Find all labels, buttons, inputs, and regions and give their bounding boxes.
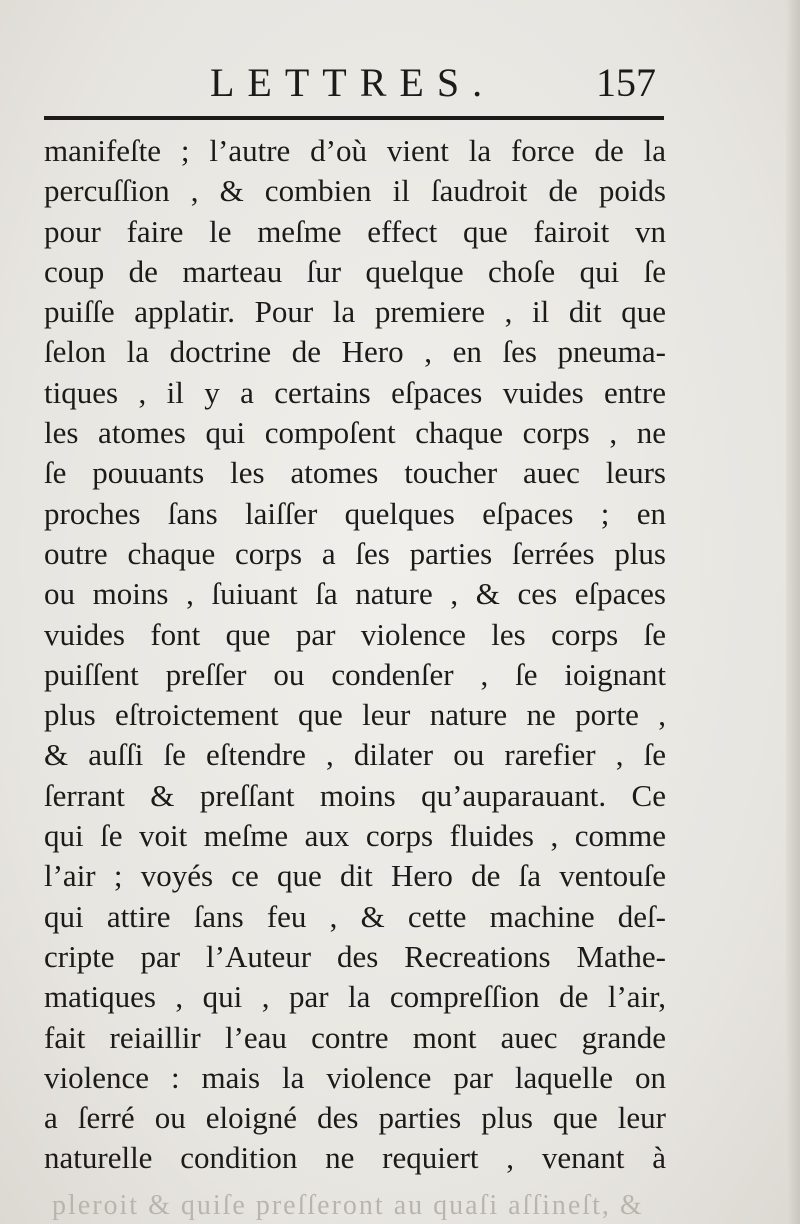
- text-line: pour faire le meſme effect que fairoit vn: [44, 213, 666, 249]
- text-line: ſelon la doctrine de Hero , en ſes pneuma-: [44, 334, 666, 370]
- text-line: qui attire ſans feu , & cette machine deſ-: [44, 898, 666, 934]
- text-line: coup de marteau ſur quelque choſe qui ſe: [44, 253, 666, 289]
- text-line: ſe pouuants les atomes toucher auec leurs: [44, 455, 666, 491]
- text-line: ou moins , ſuiuant ſa nature , & ces eſpaces: [44, 576, 666, 612]
- page-header: [44, 58, 660, 108]
- bleed-through-text: pleroit & quiſe preſſeront au quaſi aſſineſt, &: [52, 1190, 644, 1221]
- page-number: 157: [596, 60, 656, 105]
- running-title: LETTRES.: [210, 60, 496, 105]
- body-text: [44, 131, 666, 1179]
- text-line: les atomes qui compoſent chaque corps , ne: [44, 415, 666, 451]
- text-line: proches ſans laiſſer quelques eſpaces ; en: [44, 495, 666, 531]
- text-line: a ſerré ou eloigné des parties plus que leur: [44, 1100, 666, 1136]
- text-line: violence : mais la violence par laquelle on: [44, 1059, 666, 1095]
- text-line: & auſſi ſe eſtendre , dilater ou rarefier , ſe: [44, 737, 666, 773]
- text-line: manifeſte ; l’autre d’où vient la force de la: [44, 133, 666, 168]
- text-line: matiques , qui , par la compreſſion de l’air,: [44, 979, 666, 1015]
- text-line: naturelle condition ne requiert , venant à: [44, 1140, 666, 1176]
- text-line: percuſſion , & combien il ſaudroit de poids: [44, 173, 666, 209]
- text-line: ſerrant & preſſant moins qu’auparauant. Ce: [44, 777, 666, 813]
- text-line: puiſſent preſſer ou condenſer , ſe ioignant: [44, 656, 666, 692]
- text-line: tiques , il y a certains eſpaces vuides entre: [44, 374, 666, 410]
- text-line: cripte par l’Auteur des Recreations Mathe-: [44, 938, 666, 974]
- text-line: puiſſe applatir. Pour la premiere , il dit que: [44, 294, 666, 330]
- text-line: outre chaque corps a ſes parties ſerrées plus: [44, 535, 666, 571]
- text-line: l’air ; voyés ce que dit Hero de ſa ventouſe: [44, 858, 666, 894]
- text-line: qui ſe voit meſme aux corps fluides , comme: [44, 818, 666, 854]
- page-edge: [786, 0, 800, 1224]
- text-line: vuides font que par violence les corps ſe: [44, 616, 666, 652]
- text-line: fait reiaillir l’eau contre mont auec grande: [44, 1019, 666, 1055]
- text-line: plus eſtroictement que leur nature ne porte ,: [44, 697, 666, 733]
- header-rule: [44, 116, 664, 120]
